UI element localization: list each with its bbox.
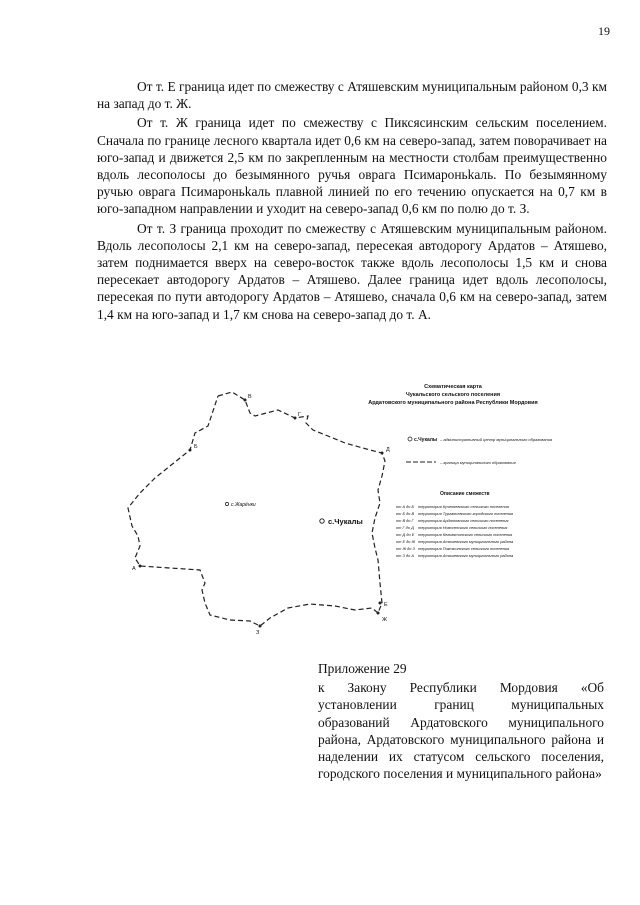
- neighbor-seg: от Ж до З: [396, 546, 415, 551]
- point-e-marker: [379, 602, 382, 605]
- neighbor-text: территория Турганьевского городского поселения: [418, 511, 514, 516]
- map-legend: [406, 437, 553, 465]
- neighbor-seg: от Е до Ж: [396, 539, 416, 544]
- neighbor-text: территория Новоселского сельского поселения: [418, 525, 508, 530]
- point-e-label: Е: [384, 602, 388, 608]
- appendix-body: к Закону Республики Мордовия «Об установлении границ муниципальных образований Ардатовского муниципального района, Ардатовского муниципального района и наделении их статусом сельского поселения, городского поселения и муниципального района»: [318, 680, 604, 782]
- settlement-map: [110, 378, 570, 640]
- body-text: [97, 78, 607, 325]
- point-g-marker: [294, 417, 297, 420]
- point-zh-label: Ж: [382, 617, 388, 623]
- appendix-title: Приложение 29: [318, 661, 407, 676]
- point-a-label: А: [132, 566, 136, 572]
- boundary-line: [128, 392, 388, 626]
- neighbor-text: территория Кельвятинского сельского поселения: [418, 532, 513, 537]
- page-number: 19: [598, 24, 610, 38]
- paragraph-point-z: От т. З граница проходит по смежеству с Атяшевским муниципальным районом. Вдоль лесополосы 2,1 км на северо-запад, пересекая автодорогу Ардатов – Атяшево, затем поднимается вверх на северо-восток также вдоль лесополосы 1,5 км и снова пересекает автодорогу Ардатов – Атяшево. Далее граница идет вдоль лесополосы, пересекая по пути автодорогу Ардатов – Атяшево, сначала 0,6 км на северо-запад, затем 1,4 км на юго-запад и 1,7 км снова на северо-запад до т. А.: [97, 220, 607, 322]
- neighbor-seg: от Б до В: [396, 511, 415, 516]
- point-b-label: Б: [194, 444, 198, 450]
- point-v-marker: [244, 399, 247, 402]
- appendix-block: [318, 660, 604, 782]
- legend-center-text: – административный центр муниципального образования: [440, 437, 553, 442]
- paragraph-point-e: От т. Е граница идет по смежеству с Атяшевским муниципальным районом 0,3 км на запад до т. Ж.: [97, 79, 607, 112]
- neighbor-seg: от В до Г: [396, 518, 414, 523]
- village-label: с.Жарёнки: [231, 502, 256, 508]
- neighbors-title: Описание смежеств: [440, 491, 490, 497]
- point-b-marker: [189, 449, 192, 452]
- point-z-label: З: [256, 630, 260, 636]
- map-title-line-2: Чукальского сельского поселения: [405, 392, 501, 398]
- neighbor-text: территория Ардатовского сельского поселения: [418, 518, 509, 523]
- neighbor-seg: от Д до Е: [396, 532, 415, 537]
- neighbors-list: [396, 504, 514, 558]
- point-d-marker: [381, 452, 384, 455]
- point-g-label: Г: [298, 412, 301, 418]
- neighbor-text: территория Атяшевского муниципального района: [418, 553, 514, 558]
- legend-center-symbol: с.Чукалы: [414, 437, 438, 443]
- point-a-marker: [139, 565, 142, 568]
- neighbor-seg: от З до А: [396, 553, 414, 558]
- neighbor-seg: от А до Б: [396, 504, 415, 509]
- neighbor-seg: от Г до Д: [396, 525, 414, 530]
- point-d-label: Д: [386, 447, 390, 453]
- boundary-points: [139, 399, 384, 628]
- map-title-line-3: Ардатовского муниципального района Республики Мордовия: [368, 400, 538, 406]
- legend-center-icon: [408, 437, 412, 441]
- neighbor-text: территория Кученяевского сельского поселения: [418, 504, 509, 509]
- paragraph-point-zh: От т. Ж граница идет по смежеству с Пиксясинским сельским поселением. Сначала по границе лесного квартала идет 0,6 км на северо-запад, затем поворачивает на юго-запад и движется 2,5 км по закрепленным на местности столбам преимущественно вдоль лесополосы до безымянного ручья оврага Псимароньkаль. По безымянному ручью оврага Псимароньkаль плавной линией по его течению опускается на 0,7 км в юго-западном направлении и уходит на северо-запад 0,6 км по полю до т. З.: [97, 115, 607, 217]
- village-marker-icon: [225, 502, 228, 505]
- point-v-label: В: [248, 394, 252, 400]
- point-zh-marker: [377, 612, 380, 615]
- center-marker-icon: [320, 519, 324, 523]
- neighbor-text: территория Пиксясинского сельского поселения: [418, 546, 510, 551]
- map-title-line-1: Схематическая карта: [424, 384, 482, 390]
- center-label: с.Чукалы: [328, 517, 363, 526]
- point-z-marker: [259, 625, 262, 628]
- legend-boundary-text: – граница муниципального образования: [440, 460, 516, 465]
- neighbor-text: территория Атяшевского муниципального района: [418, 539, 514, 544]
